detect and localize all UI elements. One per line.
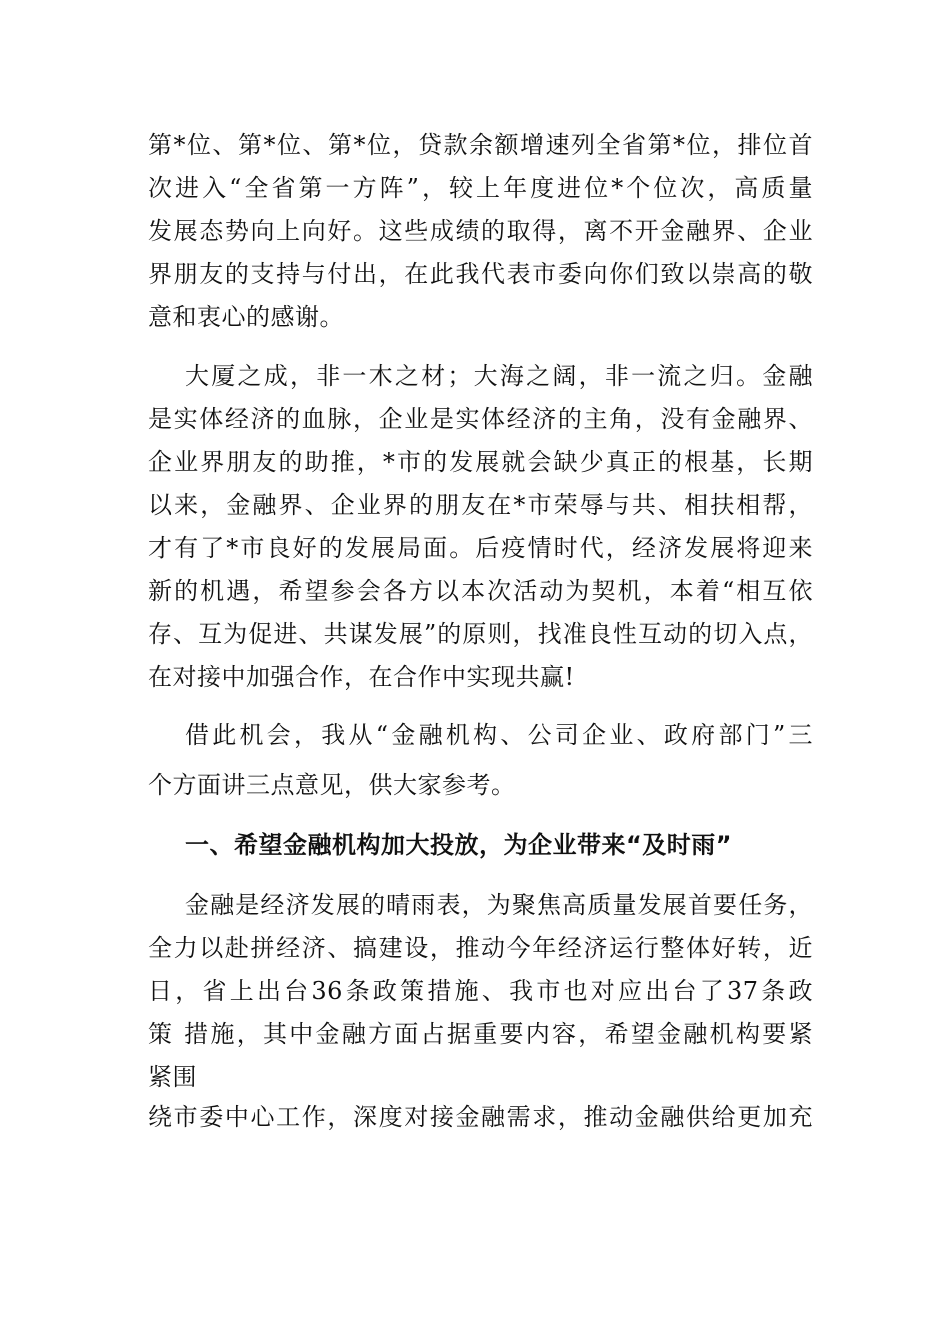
text-line: 借此机会，我从“金融机构、公司企业、政府部门”三 bbox=[185, 721, 813, 749]
text-line: 以来，金融界、企业界的朋友在*市荣辱与共、相扶相帮， bbox=[148, 491, 813, 519]
text-line: 策 措施，其中金融方面占据重要内容，希望金融机构要紧 bbox=[148, 1020, 813, 1048]
text-line: 意和衷心的感谢。 bbox=[148, 303, 344, 331]
text-line: 第*位、第*位、第*位，贷款余额增速列全省第*位，排位首 bbox=[148, 131, 813, 159]
text-line: 全力以赴拼经济、搞建设，推动今年经济运行整体好转，近 bbox=[148, 934, 813, 962]
text-line: 是实体经济的血脉，企业是实体经济的主角，没有金融界、 bbox=[148, 405, 813, 433]
text-line: 存、互为促进、共谋发展”的原则，找准良性互动的切入点， bbox=[148, 620, 813, 648]
text-line: 日，省上出台36条政策措施、我市也对应出台了37条政 bbox=[148, 977, 813, 1005]
text-line: 金融是经济发展的晴雨表，为聚焦高质量发展首要任务， bbox=[185, 891, 813, 919]
text-line: 界朋友的支持与付出，在此我代表市委向你们致以崇高的敬 bbox=[148, 260, 813, 288]
text-line: 次进入“全省第一方阵”，较上年度进位*个位次，高质量 bbox=[148, 174, 813, 202]
text-line: 个方面讲三点意见，供大家参考。 bbox=[148, 771, 516, 799]
text-line: 企业界朋友的助推，*市的发展就会缺少真正的根基，长期 bbox=[148, 448, 813, 476]
text-line: 绕市委中心工作，深度对接金融需求，推动金融供给更加充 bbox=[148, 1103, 813, 1131]
section-heading: 一、希望金融机构加大投放，为企业带来“及时雨” bbox=[185, 831, 733, 859]
text-line: 在对接中加强合作，在合作中实现共赢! bbox=[148, 663, 575, 691]
text-line: 才有了*市良好的发展局面。后疫情时代，经济发展将迎来 bbox=[148, 534, 813, 562]
text-line: 紧围 bbox=[148, 1063, 197, 1091]
text-line: 发展态势向上向好。这些成绩的取得，离不开金融界、企业 bbox=[148, 217, 813, 245]
text-line: 大厦之成，非一木之材；大海之阔，非一流之归。金融 bbox=[185, 362, 813, 390]
text-line: 新的机遇，希望参会各方以本次活动为契机，本着“相互依 bbox=[148, 577, 813, 605]
